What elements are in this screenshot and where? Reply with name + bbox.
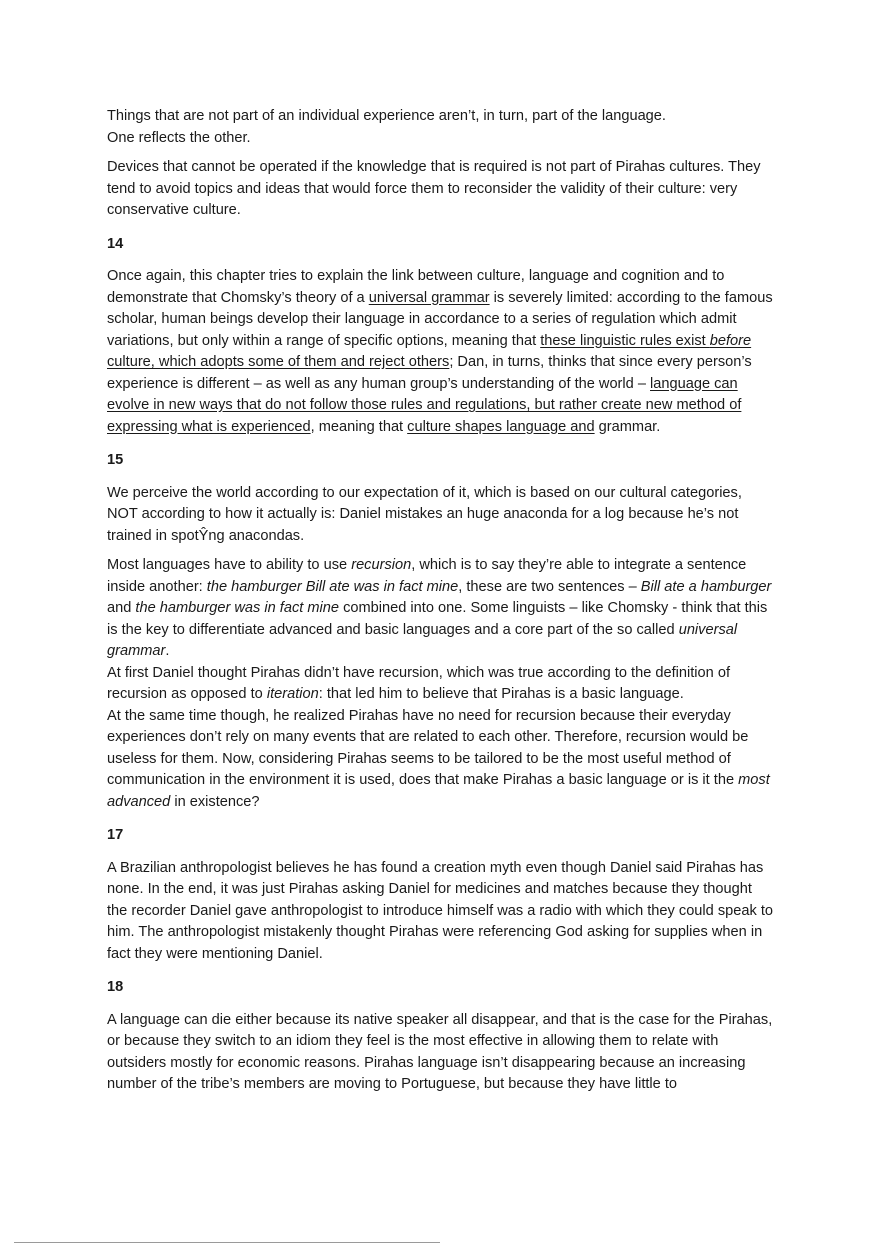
text-run: , meaning that: [310, 418, 408, 435]
text-run: grammar.: [594, 418, 661, 435]
text-run: .: [165, 643, 170, 659]
text-line: Things that are not part of an individual experience aren’t, in turn, part of the language.: [107, 108, 666, 124]
section-number-15: 15: [107, 452, 124, 468]
text-run: and: [107, 600, 136, 616]
paragraph-recursion: [107, 555, 773, 813]
underlined-text: language can evolve in new ways that do not follow those rules and regulations, but rather create new method of expressing what is experienced: [107, 375, 742, 435]
paragraph-creation-myth: A Brazilian anthropologist believes he has found a creation myth even though Daniel said Pirahas has none. In the end, it was just Pirahas asking Daniel for medicines and matches because they thought the recorder Daniel gave anthropologist to introduce himself was a radio with which they could speak to him. The anthropologist mistakenly thought Pirahas were referencing God asking for supplies when in fact they were mentioning Daniel.: [107, 859, 774, 962]
text-line: One reflects the other.: [107, 129, 251, 146]
italic-text: most advanced: [107, 772, 770, 810]
document-page: [107, 106, 773, 1104]
text-run: is severely limited: according to the famous scholar, human beings develop their language in accordance to a series of regulation which admit variations, but only within a range of specific options, meaning that: [107, 289, 773, 349]
underlined-text: culture shapes language and: [407, 418, 595, 435]
italic-text: the hamburger was in fact mine: [135, 600, 340, 616]
footnote-separator: [14, 1242, 440, 1243]
text-run: At first Daniel thought Pirahas didn’t have recursion, which was true according to the definition of recursion as opposed to: [107, 664, 731, 702]
paragraph-language-experience: [107, 106, 773, 149]
underlined-text: these linguistic rules exist: [540, 332, 710, 349]
italic-text: Bill ate a hamburger: [640, 578, 772, 595]
text-run: combined into one. Some linguists – like Chomsky - think that this is the key to differentiate advanced and basic languages and a core part of the so called: [107, 600, 768, 638]
underlined-text: culture, which adopts some of them and reject others: [107, 354, 450, 370]
text-run: Once again, this chapter tries to explain the link between culture, language and cognition and to demonstrate that Chomsky’s theory of a: [107, 268, 725, 306]
italic-text: the hamburger Bill ate was in fact mine: [206, 578, 459, 595]
underlined-text: universal grammar: [368, 289, 490, 306]
text-run: : that led him to believe that Pirahas is a basic language.: [318, 686, 684, 702]
section-number-17: 17: [107, 827, 124, 843]
paragraph-section-14: [107, 266, 773, 438]
text-run: , these are two sentences –: [458, 578, 641, 595]
text-run: in existence?: [170, 793, 260, 810]
section-number-18: 18: [107, 979, 124, 995]
paragraph-perception: We perceive the world according to our expectation of it, which is based on our cultural categories, NOT according to how it actually is: Daniel mistakes an huge anaconda for a log because he’s not trained in spotŶng anacondas.: [107, 484, 742, 544]
paragraph-devices: Devices that cannot be operated if the knowledge that is required is not part of Pirahas cultures. They tend to avoid topics and ideas that would force them to reconsider the validity of their culture: very conservative culture.: [107, 159, 761, 218]
italic-text: universal grammar: [107, 621, 738, 659]
italic-text: iteration: [266, 686, 319, 702]
text-run: , which is to say they’re able to integrate a sentence inside another:: [107, 557, 747, 595]
italic-text: recursion: [351, 557, 412, 573]
section-number-14: 14: [107, 235, 124, 252]
text-run: Most languages have to ability to use: [107, 557, 352, 573]
text-run: At the same time though, he realized Pirahas have no need for recursion because their everyday experiences don’t rely on many events that are related to each other. Therefore, recursion would be useless for them. Now, considering Pirahas seems to be tailored to be the most useful method of communication in the environment it is used, does that make Pirahas a basic language or is it the: [107, 707, 749, 788]
underlined-italic-text: before: [709, 332, 752, 349]
text-run: ; Dan, in turns, thinks that since every person’s experience is different – as well as any human group’s understanding of the world –: [107, 354, 752, 392]
paragraph-language-death: A language can die either because its native speaker all disappear, and that is the case for the Pirahas, or because they switch to an idiom they feel is the most effective in allowing them to relate with outsiders mostly for economic reasons. Pirahas language isn’t disappearing because an increasing number of the tribe’s members are moving to Portuguese, but because they have little to: [107, 1011, 773, 1092]
